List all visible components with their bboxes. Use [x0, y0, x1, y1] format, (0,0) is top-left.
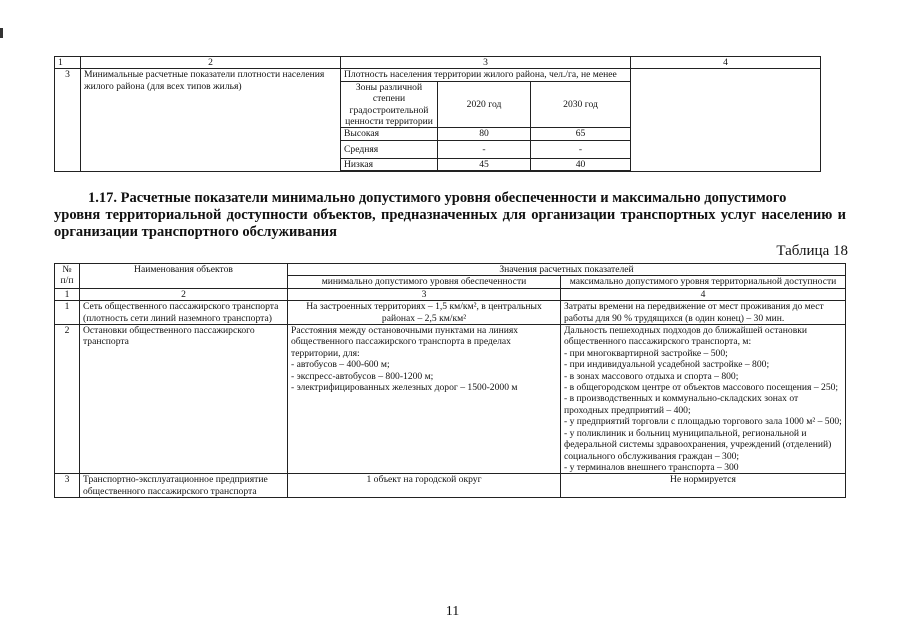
header-values: Значения расчетных показателей — [288, 264, 846, 276]
heading-rest: уровня территориальной доступности объектов, предназначенных для организации транспортных услуг населению и организации транспортного обслуживания — [54, 207, 846, 240]
density-table — [54, 56, 821, 172]
row-number: 2 — [55, 325, 80, 474]
row-max — [561, 301, 846, 325]
row-name: Сеть общественного пассажирского транспорта (плотность сети линий наземного транспорта) — [80, 301, 288, 325]
row-name: Минимальные расчетные показатели плотности населения жилого района (для всех типов жилья) — [81, 69, 341, 172]
min-line: 1 объект на городской округ — [366, 474, 482, 486]
max-line: Не нормируется — [670, 474, 736, 486]
value-header: Плотность населения территории жилого района, чел./га, не менее — [341, 69, 631, 81]
max-line: - у терминалов внешнего транспорта – 300 — [564, 461, 739, 473]
zone-name: Высокая — [341, 128, 438, 140]
row-max — [561, 474, 846, 498]
min-line: Расстояния между остановочными пунктами на линиях общественного пассажирского транспорта в пределах территории, для: — [291, 325, 519, 359]
header-max: максимально допустимого уровня территориальной доступности — [561, 276, 846, 288]
table-row — [55, 325, 846, 474]
row-min — [288, 301, 561, 325]
col-number-2: 2 — [81, 57, 341, 69]
header-num: № п/п — [55, 264, 80, 289]
zone-name: Низкая — [341, 158, 438, 170]
row-name: Транспортно-эксплуатационное предприятие общественного пассажирского транспорта — [80, 474, 288, 498]
max-line: - у поликлиник и больниц муниципальной, региональной и федеральной системы здравоохранения, учреждений (отделений) социального обслуживания граждан – 300; — [564, 427, 832, 462]
zones-header: Зоны различной степени градостроительной ценности территории — [341, 81, 438, 128]
zone-2030: 40 — [531, 158, 631, 170]
header-min: минимально допустимого уровня обеспеченности — [288, 276, 561, 288]
zone-name: Средняя — [341, 140, 438, 158]
page-number: 11 — [445, 604, 460, 619]
table-row — [55, 301, 846, 325]
header-name: Наименования объектов — [80, 264, 288, 289]
col-number-4: 4 — [561, 288, 846, 300]
max-line: - в зонах массового отдыха и спорта – 800; — [564, 370, 739, 382]
table-row — [55, 474, 846, 498]
min-line: районах – 2,5 км/км² — [381, 312, 467, 324]
zone-2020: 45 — [438, 158, 531, 170]
min-line: - электрифицированных железных дорог – 1500-2000 м — [291, 382, 518, 394]
section-heading — [54, 190, 846, 241]
col-number-3: 3 — [341, 57, 631, 69]
transport-table — [54, 263, 846, 498]
zone-2030: 65 — [531, 128, 631, 140]
table-row — [55, 57, 821, 69]
table-row — [55, 288, 846, 300]
zone-2020: - — [438, 140, 531, 158]
zone-2020: 80 — [438, 128, 531, 140]
max-line: - у предприятий торговли с площадью торгового зала 1000 м² – 500; — [564, 416, 842, 428]
row-max — [561, 325, 846, 474]
table-row — [55, 69, 821, 81]
spacer-cell — [341, 171, 631, 172]
max-line: - в производственных и коммунально-складских зонах от проходных предприятий – 400; — [564, 393, 799, 416]
row-min — [288, 325, 561, 474]
col4-cell — [631, 69, 821, 172]
max-line: - в общегородском центре от объектов массового посещения – 250; — [564, 382, 839, 394]
col-number-3: 3 — [288, 288, 561, 300]
zone-2030: - — [531, 140, 631, 158]
table-header-row — [55, 264, 846, 276]
min-line: На застроенных территориях – 1,5 км/км², в центральных — [306, 301, 542, 313]
col-number-4: 4 — [631, 57, 821, 69]
year-2020-header: 2020 год — [438, 81, 531, 128]
row-number: 3 — [55, 69, 81, 172]
table-label: Таблица 18 — [776, 243, 848, 259]
year-2030-header: 2030 год — [531, 81, 631, 128]
row-min — [288, 474, 561, 498]
min-line: - автобусов – 400-600 м; — [291, 359, 390, 371]
row-name: Остановки общественного пассажирского транспорта — [80, 325, 288, 474]
col-number-1: 1 — [55, 288, 80, 300]
min-line: - экспресс-автобусов – 800-1200 м; — [291, 370, 434, 382]
page-edge-mark — [0, 28, 3, 38]
row-number: 3 — [55, 474, 80, 498]
max-line: Дальность пешеходных подходов до ближайшей остановки общественного пассажирского транспорта, м: — [564, 325, 808, 348]
heading-line-1: 1.17. Расчетные показатели минимально допустимого уровня обеспеченности и максимально допустимого — [88, 190, 787, 206]
max-line: - при индивидуальной усадебной застройке – 800; — [564, 359, 770, 371]
max-line: - при многоквартирной застройке – 500; — [564, 347, 728, 359]
col-number-1: 1 — [55, 57, 81, 69]
col-number-2: 2 — [80, 288, 288, 300]
row-number: 1 — [55, 301, 80, 325]
max-line: Затраты времени на передвижение от мест проживания до мест работы для 90 % трудящихся (в один конец) – 30 мин. — [564, 301, 824, 324]
